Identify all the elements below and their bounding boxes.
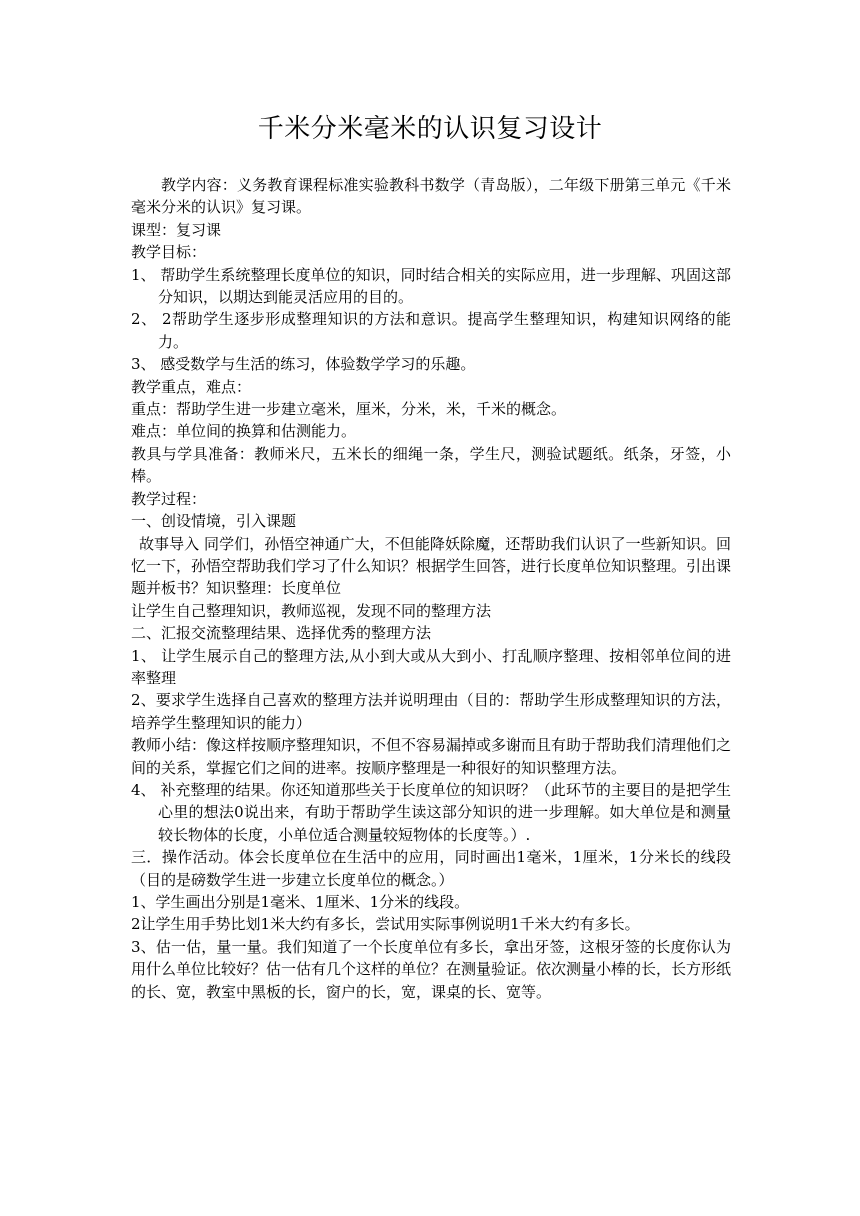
goal-item-1: 1、 帮助学生系统整理长度单位的知识，同时结合相关的实际应用，进一步理解、巩固这部分知识，以期达到能灵活应用的目的。: [131, 265, 731, 307]
heading-teaching-process: 教学过程：: [131, 489, 207, 508]
activity-item-1: 1、学生画出分别是1毫米、1厘米、1分米的线段。: [131, 893, 470, 911]
process-item-1: 1、 让学生展示自己的整理方法,从小到大或从大到小、打乱顺序整理、按相邻单位间的进率整理: [131, 646, 731, 687]
paragraph-difficult-point: 难点：单位间的换算和估测能力。: [131, 422, 357, 441]
paragraph-self-organize: 让学生自己整理知识，教师巡视，发现不同的整理方法: [131, 601, 492, 620]
goal-item-3: 3、 感受数学与生活的练习，体验数学学习的乐趣。: [131, 355, 476, 374]
heading-teaching-goals: 教学目标：: [131, 243, 207, 262]
paragraph-teaching-aids: 教具与学具准备：教师米尺，五米长的细绳一条，学生尺，测验试题纸。纸条，牙签，小棒。: [131, 444, 731, 486]
document-title: 千米分米毫米的认识复习设计: [257, 114, 603, 144]
paragraph-teaching-content: 教学内容：义务教育课程标准实验教科书数学（青岛版），二年级下册第三单元《千米毫米分米的认识》复习课。: [131, 176, 731, 217]
process-item-2: 2、要求学生选择自己喜欢的整理方法并说明理由（目的：帮助学生形成整理知识的方法，培养学生整理知识的能力）: [131, 691, 731, 732]
activity-item-3: 3、估一估，量一量。我们知道了一个长度单位有多长，拿出牙签，这根牙签的长度你认为用什么单位比较好？估一估有几个这样的单位？在测量验证。依次测量小棒的长，长方形纸的长、宽，教室中黑板的长，窗户的长，宽，课桌的长、宽等。: [131, 937, 732, 1001]
paragraph-lesson-type: 课型：复习课: [131, 220, 222, 239]
paragraph-story-intro: 故事导入 同学们，孙悟空神通广大，不但能降妖除魔，还帮助我们认识了一些新知识。回忆一下，孙悟空帮助我们学习了什么知识？根据学生回答，进行长度单位知识整理。引出课题并板书？知识整理：长度单位: [131, 534, 732, 598]
document-body: [131, 174, 731, 1003]
paragraph-key-point: 重点：帮助学生进一步建立毫米，厘米，分米，米，千米的概念。: [131, 400, 567, 419]
section-heading-2: 二、汇报交流整理结果、选择优秀的整理方法: [131, 624, 432, 643]
heading-key-points: 教学重点，难点：: [131, 377, 252, 396]
activity-item-2: 2让学生用手势比划1米大约有多长，尝试用实际事例说明1千米大约有多长。: [131, 915, 640, 934]
section-heading-3: 三．操作活动。体会长度单位在生活中的应用，同时画出1毫米，1厘米，1分米长的线段（目的是磅数学生进一步建立长度单位的概念。）: [131, 848, 731, 889]
process-item-4: 4、 补充整理的结果。你还知道那些关于长度单位的知识呀？（此环节的主要目的是把学生心里的想法0说出来，有助于帮助学生读这部分知识的进一步理解。如大单位是和测量较长物体的长度，小单位适合测量较短物体的长度等。）.: [131, 780, 731, 844]
section-heading-1: 一、创设情境，引入课题: [131, 512, 297, 531]
goal-item-2: 2、 2帮助学生逐步形成整理知识的方法和意识。提高学生整理知识，构建知识网络的能力。: [131, 310, 731, 351]
paragraph-teacher-summary: 教师小结：像这样按顺序整理知识，不但不容易漏掉或多谢而且有助于帮助我们清理他们之间的关系，掌握它们之间的进率。按顺序整理是一种很好的知识整理方法。: [131, 736, 732, 777]
